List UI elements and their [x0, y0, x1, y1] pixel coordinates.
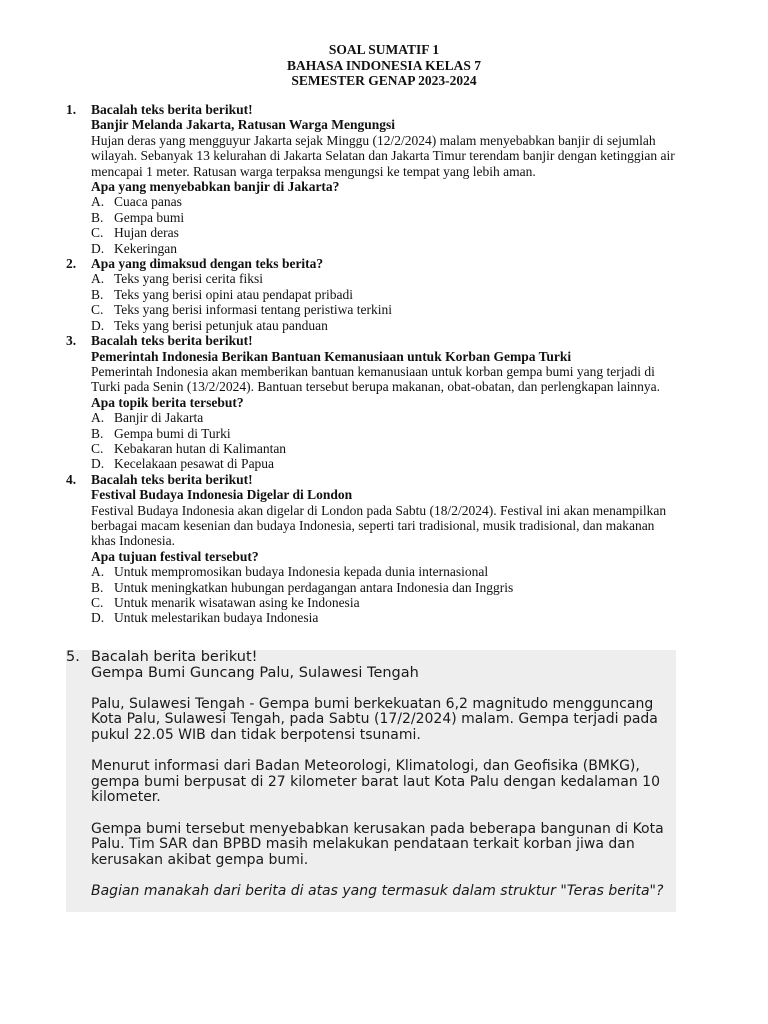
answer-option[interactable]: [91, 410, 678, 425]
news-paragraph-1: Palu, Sulawesi Tengah - Gempa bumi berkekuatan 6,2 magnitudo mengguncang Kota Palu, Sulawesi Tengah, pada Sabtu (17/2/2024) malam. Gempa terjadi pada pukul 22.05 WIB dan tidak berpotensi tsunami.: [91, 695, 658, 743]
question-3: [66, 333, 678, 472]
option-letter: D.: [91, 456, 105, 472]
option-text: Teks yang berisi opini atau pendapat pribadi: [114, 286, 353, 302]
question-text: Apa topik berita tersebut?: [91, 394, 244, 410]
option-letter: B.: [91, 209, 104, 225]
answer-option[interactable]: [91, 271, 678, 286]
option-text: Kekeringan: [114, 240, 177, 256]
option-text: Kebakaran hutan di Kalimantan: [114, 440, 287, 456]
answer-option[interactable]: [91, 225, 678, 240]
option-letter: D.: [91, 317, 105, 333]
header-semester: SEMESTER GENAP 2023-2024: [291, 73, 477, 88]
option-text: Hujan deras: [114, 225, 179, 241]
answer-option[interactable]: [91, 241, 678, 256]
answer-option[interactable]: [91, 580, 678, 595]
question-5-content: [91, 650, 676, 900]
news-headline: Pemerintah Indonesia Berikan Bantuan Kemanusiaan untuk Korban Gempa Turki: [91, 348, 572, 364]
option-text: Untuk melestarikan budaya Indonesia: [114, 610, 319, 626]
header-subject: BAHASA INDONESIA KELAS 7: [287, 57, 481, 73]
question-5: [66, 650, 676, 912]
option-letter: A.: [91, 564, 105, 580]
option-text: Kecelakaan pesawat di Papua: [114, 456, 275, 472]
option-letter: C.: [91, 440, 104, 456]
option-letter: D.: [91, 610, 105, 626]
question-text: Bagian manakah dari berita di atas yang termasuk dalam struktur "Teras berita"?: [91, 882, 664, 899]
option-text: Teks yang berisi informasi tentang peristiwa terkini: [114, 302, 392, 318]
question-text: Apa tujuan festival tersebut?: [91, 548, 259, 564]
answer-option[interactable]: [91, 287, 678, 302]
option-letter: C.: [91, 225, 104, 241]
option-text: Gempa bumi di Turki: [114, 425, 231, 441]
question-number: 2.: [66, 256, 77, 272]
option-text: Untuk menarik wisatawan asing ke Indonesia: [114, 595, 360, 610]
question-text: Apa yang menyebabkan banjir di Jakarta?: [91, 179, 340, 195]
question-text: Apa yang dimaksud dengan teks berita?: [91, 256, 324, 272]
news-paragraph-3: Gempa bumi tersebut menyebabkan kerusakan pada beberapa bangunan di Kota Palu. Tim SAR dan BPBD masih melakukan pendataan terkait korban jiwa dan kerusakan akibat gempa bumi.: [91, 820, 664, 868]
question-number: 5.: [66, 649, 80, 665]
option-text: Teks yang berisi petunjuk atau panduan: [114, 317, 328, 333]
question-list: [66, 102, 678, 626]
news-paragraph-2: Menurut informasi dari Badan Meteorologi, Klimatologi, dan Geofisika (BMKG), gempa bumi berpusat di 27 kilometer barat laut Kota Palu dengan kedalaman 10 kilometer.: [91, 758, 660, 806]
question-instruction: Bacalah berita berikut!: [91, 649, 258, 665]
answer-option[interactable]: [91, 441, 678, 456]
option-letter: C.: [91, 302, 104, 318]
question-number: 3.: [66, 333, 77, 349]
answer-option[interactable]: [91, 426, 678, 441]
news-headline: Festival Budaya Indonesia Digelar di London: [91, 487, 353, 503]
option-text: Teks yang berisi cerita fiksi: [114, 271, 264, 287]
option-text: Cuaca panas: [114, 194, 182, 210]
answer-option[interactable]: [91, 564, 678, 579]
question-instruction: Bacalah teks berita berikut!: [91, 102, 253, 117]
option-letter: A.: [91, 194, 105, 210]
news-body: Festival Budaya Indonesia akan digelar di London pada Sabtu (18/2/2024). Festival ini akan menampilkan berbagai macam kesenian dan budaya Indonesia, seperti tari tradisional, musik tradisional, dan makanan khas Indonesia.: [91, 502, 667, 549]
news-headline: Gempa Bumi Guncang Palu, Sulawesi Tengah: [91, 664, 419, 681]
option-text: Gempa bumi: [114, 209, 185, 225]
question-2: [66, 256, 678, 333]
news-headline: Banjir Melanda Jakarta, Ratusan Warga Mengungsi: [91, 117, 396, 133]
option-text: Banjir di Jakarta: [114, 410, 204, 426]
option-letter: B.: [91, 579, 104, 595]
option-letter: B.: [91, 286, 104, 302]
answer-option[interactable]: [91, 318, 678, 333]
question-number: 1.: [66, 102, 77, 117]
option-letter: A.: [91, 271, 105, 287]
answer-option[interactable]: [91, 595, 678, 610]
question-instruction: Bacalah teks berita berikut!: [91, 333, 253, 349]
option-text: Untuk mempromosikan budaya Indonesia kepada dunia internasional: [114, 564, 489, 580]
option-text: Untuk meningkatkan hubungan perdagangan antara Indonesia dan Inggris: [114, 579, 514, 595]
option-letter: A.: [91, 410, 105, 426]
answer-option[interactable]: [91, 610, 678, 625]
question-number: 4.: [66, 471, 77, 487]
question-1: [66, 102, 678, 256]
question-instruction: Bacalah teks berita berikut!: [91, 471, 253, 487]
answer-option[interactable]: [91, 194, 678, 209]
option-letter: B.: [91, 425, 104, 441]
document-header: [0, 42, 768, 89]
option-letter: C.: [91, 595, 104, 610]
answer-option[interactable]: [91, 456, 678, 471]
answer-option[interactable]: [91, 210, 678, 225]
question-4: [66, 472, 678, 626]
header-title: SOAL SUMATIF 1: [328, 42, 440, 57]
answer-option[interactable]: [91, 302, 678, 317]
option-letter: D.: [91, 240, 105, 256]
news-body: Hujan deras yang mengguyur Jakarta sejak Minggu (12/2/2024) malam menyebabkan banjir di sejumlah wilayah. Sebanyak 13 kelurahan di Jakarta Selatan dan Jakarta Timur terendam banjir dengan ketinggian air mencapai 1 meter. Ratusan warga terpaksa mengungsi ke tempat yang lebih aman.: [91, 132, 675, 179]
news-body: Pemerintah Indonesia akan memberikan bantuan kemanusiaan untuk korban gempa bumi yang terjadi di Turki pada Senin (13/2/2024). Bantuan tersebut berupa makanan, obat-obatan, dan perlengkapan lainnya.: [91, 363, 660, 395]
